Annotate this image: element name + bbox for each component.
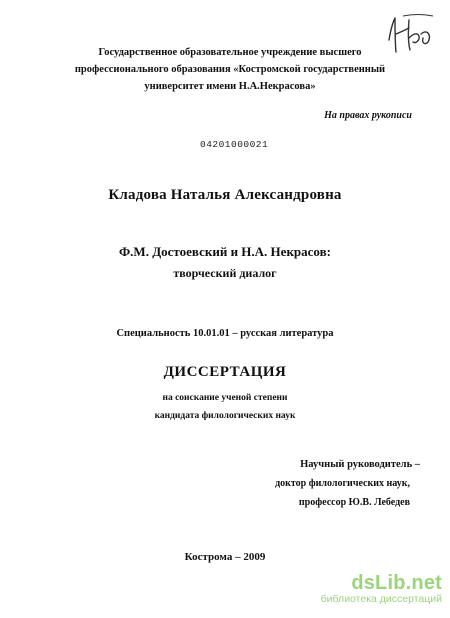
degree-line-2: кандидата филологических наук xyxy=(154,411,296,421)
institution-line-2: профессионального образования «Костромской государственный xyxy=(74,64,386,75)
institution-header xyxy=(60,44,400,95)
institution-line-1: Государственное образовательное учреждение высшего xyxy=(98,47,362,58)
document-code: 04201000021 xyxy=(200,139,269,150)
supervisor-line-2: доктор филологических наук, xyxy=(275,478,410,489)
watermark xyxy=(321,572,442,605)
dissertation-title-line-2: творческий диалог xyxy=(173,266,277,280)
watermark-subtitle: библиотека диссертаций xyxy=(320,593,442,605)
document-type: ДИССЕРТАЦИЯ xyxy=(163,364,287,380)
supervisor-line-3: профессор Ю.В. Лебедев xyxy=(298,497,410,508)
city-year: Кострома – 2009 xyxy=(184,551,266,563)
degree-line-1: на соискание ученой степени xyxy=(162,393,288,403)
specialty: Специальность 10.01.01 – русская литература xyxy=(116,328,334,339)
watermark-logo: dsLib.net xyxy=(351,572,442,594)
supervisor-line-1: Научный руководитель – xyxy=(300,459,420,470)
dissertation-title-line-1: Ф.М. Достоевский и Н.А. Некрасов: xyxy=(119,244,331,259)
rights-note: На правах рукописи xyxy=(324,110,412,121)
author-name: Кладова Наталья Александровна xyxy=(108,187,342,203)
institution-line-3: университет имени Н.А.Некрасова» xyxy=(144,81,316,92)
